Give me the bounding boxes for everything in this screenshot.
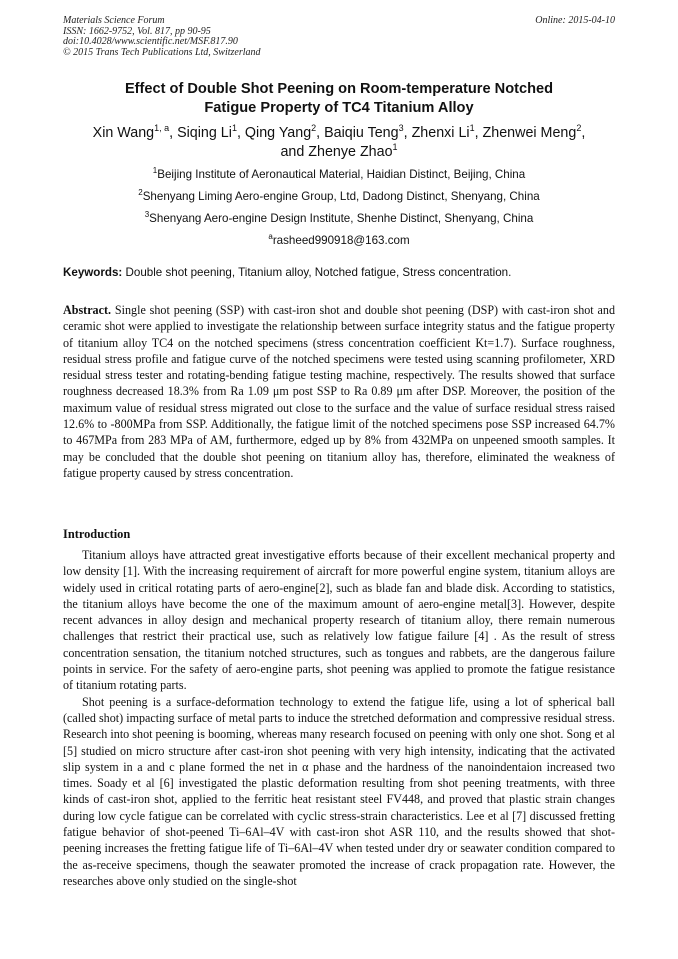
affiliation-list bbox=[40, 164, 638, 252]
affiliation bbox=[40, 208, 638, 230]
author-affiliation-mark: 1 bbox=[392, 142, 398, 152]
journal-name: Materials Science Forum bbox=[63, 15, 165, 26]
author-name: Zhenwei Meng bbox=[482, 125, 577, 141]
author bbox=[93, 125, 177, 141]
affiliation-text: Shenyang Aero-engine Design Institute, Shenhe Distinct, Shenyang, China bbox=[149, 212, 534, 225]
author-affiliation-mark: 1 bbox=[231, 123, 237, 133]
author bbox=[324, 125, 411, 141]
affiliation bbox=[40, 164, 638, 186]
affiliation bbox=[40, 186, 638, 208]
paragraph: Shot peening is a surface-deformation technology to extend the fatigue life, using a lot of spherical ball (called shot) impacting surface of metal parts to induce the stretched deformation and compressive residual stress. Research into shot peening is booming, whereas many research focused on peening with only one shot. Song et al [5] studied on micro structure after cast-iron shot peening with very high intensity, indicating that the activated slip system in a and c plane formed the net in α phase and the hardness of the nanoindentaion increased two times. Soady et al [6] investigated the plastic deformation resulting from shot peening treatments, with three kinds of cast-iron shot, applied to the ferritic heat resistant steel FV448, and proved that plastic strain changes during low cycle fatigue can be correlated with cyclic stress-strain characteristics. Lee et al [7] discussed fretting fatigue behavior of shot-peened Ti–6Al–4V with cast-iron shot ASR 110, and the results showed that shot-peening increases the fretting fatigue life of Ti–6Al–4V when tested under dry or seawater condition compared to the as-receive specimens, though the seawater promoted the increase of crack propagation rate. However, the researches above only studied on the single-shot bbox=[63, 694, 615, 888]
author bbox=[280, 144, 397, 160]
online-date: Online: 2015-04-10 bbox=[535, 15, 615, 26]
abstract-text: Single shot peening (SSP) with cast-iron shot and double shot peening (DSP) with cast-iron shot and ceramic shot were applied to investigate the relationship between surface integrity status and the fatigue property of titanium alloy TC4 on the notched specimens (stress concentration coefficient Kt=1.7). Surface roughness, residual stress profile and fatigue curve of the notched specimens were tested using scanning profilometer, XRD residual stress tester and rotating-bending fatigue testing machine, respectively. The results showed that surface roughness decreased 18.3% from Ra 1.09 μm post SSP to Ra 0.89 μm after DSP. Moreover, the position of the maximum value of residual stress migrated out close to the surface and the value of surface residual stress raised 12.6% to -800MPa from SSP. Additionally, the fatigue limit of the notched specimens pose SSP increased 64.7% to 467MPa from 283 MPa of AM, furthermore, edged up by 8% from 432MPa on unpeened smooth samples. It may be concluded that the double shot peening on titanium alloy has, therefore, eliminated the weakness of fatigue property caused by stress concentration. bbox=[63, 303, 615, 480]
introduction-body bbox=[63, 547, 615, 889]
author-email[interactable] bbox=[40, 230, 638, 252]
keywords bbox=[63, 265, 615, 281]
section-heading-introduction: Introduction bbox=[63, 527, 131, 541]
author-affiliation-mark: 2 bbox=[576, 123, 582, 133]
title-line-1: Effect of Double Shot Peening on Room-temperature Notched bbox=[124, 81, 554, 97]
author-separator: , bbox=[236, 125, 245, 141]
author-name: and Zhenye Zhao bbox=[280, 144, 393, 160]
journal-header bbox=[63, 16, 615, 58]
keywords-text: Double shot peening, Titanium alloy, Notched fatigue, Stress concentration. bbox=[122, 266, 512, 279]
keywords-label: Keywords: bbox=[63, 266, 123, 279]
author bbox=[412, 125, 483, 141]
author-affiliation-mark: 2 bbox=[311, 123, 317, 133]
author-separator: , bbox=[316, 125, 325, 141]
paper-title bbox=[40, 80, 638, 118]
author-separator: , bbox=[581, 125, 586, 141]
author-name: Zhenxi Li bbox=[411, 125, 470, 141]
author-separator: , bbox=[403, 125, 412, 141]
author bbox=[483, 125, 586, 141]
abstract bbox=[63, 302, 615, 481]
author-affiliation-mark: 1, a bbox=[154, 123, 170, 133]
affiliation-mark: 2 bbox=[138, 188, 143, 197]
journal-copyright: © 2015 Trans Tech Publications Ltd, Switzerland bbox=[63, 46, 261, 58]
author-name: Baiqiu Teng bbox=[324, 125, 399, 141]
affiliation-mark: 3 bbox=[144, 210, 150, 219]
paragraph: Titanium alloys have attracted great investigative efforts because of their excellent mechanical property and low density [1]. With the increasing requirement of aircraft for more powerful engine system, titanium alloys are widely used in critical rotating parts of aero-engine[2], such as blade fan and blade disk. According to statistics, the titanium alloys have become the one of the maximum amount of aero-engine metal[3]. However, despite recent advances in alloy design and mechanical property research of titanium alloy, there remain numerous challenges that restrict their practical use, such as relatively low fatigue failure [4] . As the result of stress concentration sensation, the titanium notched structures, such as tongues and rabbets, are the dangerous failure points in service. For the safety of aero-engine parts, shot peening was applied to promote the fatigue resistance of titanium rotating parts. bbox=[63, 548, 615, 693]
affiliation-text: Beijing Institute of Aeronautical Material, Haidian Distinct, Beijing, China bbox=[157, 168, 526, 181]
author-list bbox=[40, 124, 638, 162]
email-mark: a bbox=[268, 232, 273, 241]
journal-issn: ISSN: 1662-9752, Vol. 817, pp 90-95 bbox=[63, 25, 211, 37]
author-separator: , bbox=[169, 125, 178, 141]
author bbox=[177, 125, 245, 141]
author-name: Xin Wang bbox=[92, 125, 155, 141]
email-address[interactable]: rasheed990918@163.com bbox=[272, 234, 410, 247]
author-separator: , bbox=[474, 125, 483, 141]
author bbox=[245, 125, 324, 141]
author-affiliation-mark: 3 bbox=[398, 123, 404, 133]
journal-doi: doi:10.4028/www.scientific.net/MSF.817.90 bbox=[63, 36, 238, 48]
abstract-label: Abstract. bbox=[63, 303, 112, 317]
author-name: Qing Yang bbox=[244, 125, 312, 141]
author-affiliation-mark: 1 bbox=[469, 123, 475, 133]
author-name: Siqing Li bbox=[177, 125, 232, 141]
affiliation-mark: 1 bbox=[152, 166, 158, 175]
affiliation-text: Shenyang Liming Aero-engine Group, Ltd, Dadong Distinct, Shenyang, China bbox=[142, 190, 540, 203]
title-line-2: Fatigue Property of TC4 Titanium Alloy bbox=[204, 100, 474, 116]
